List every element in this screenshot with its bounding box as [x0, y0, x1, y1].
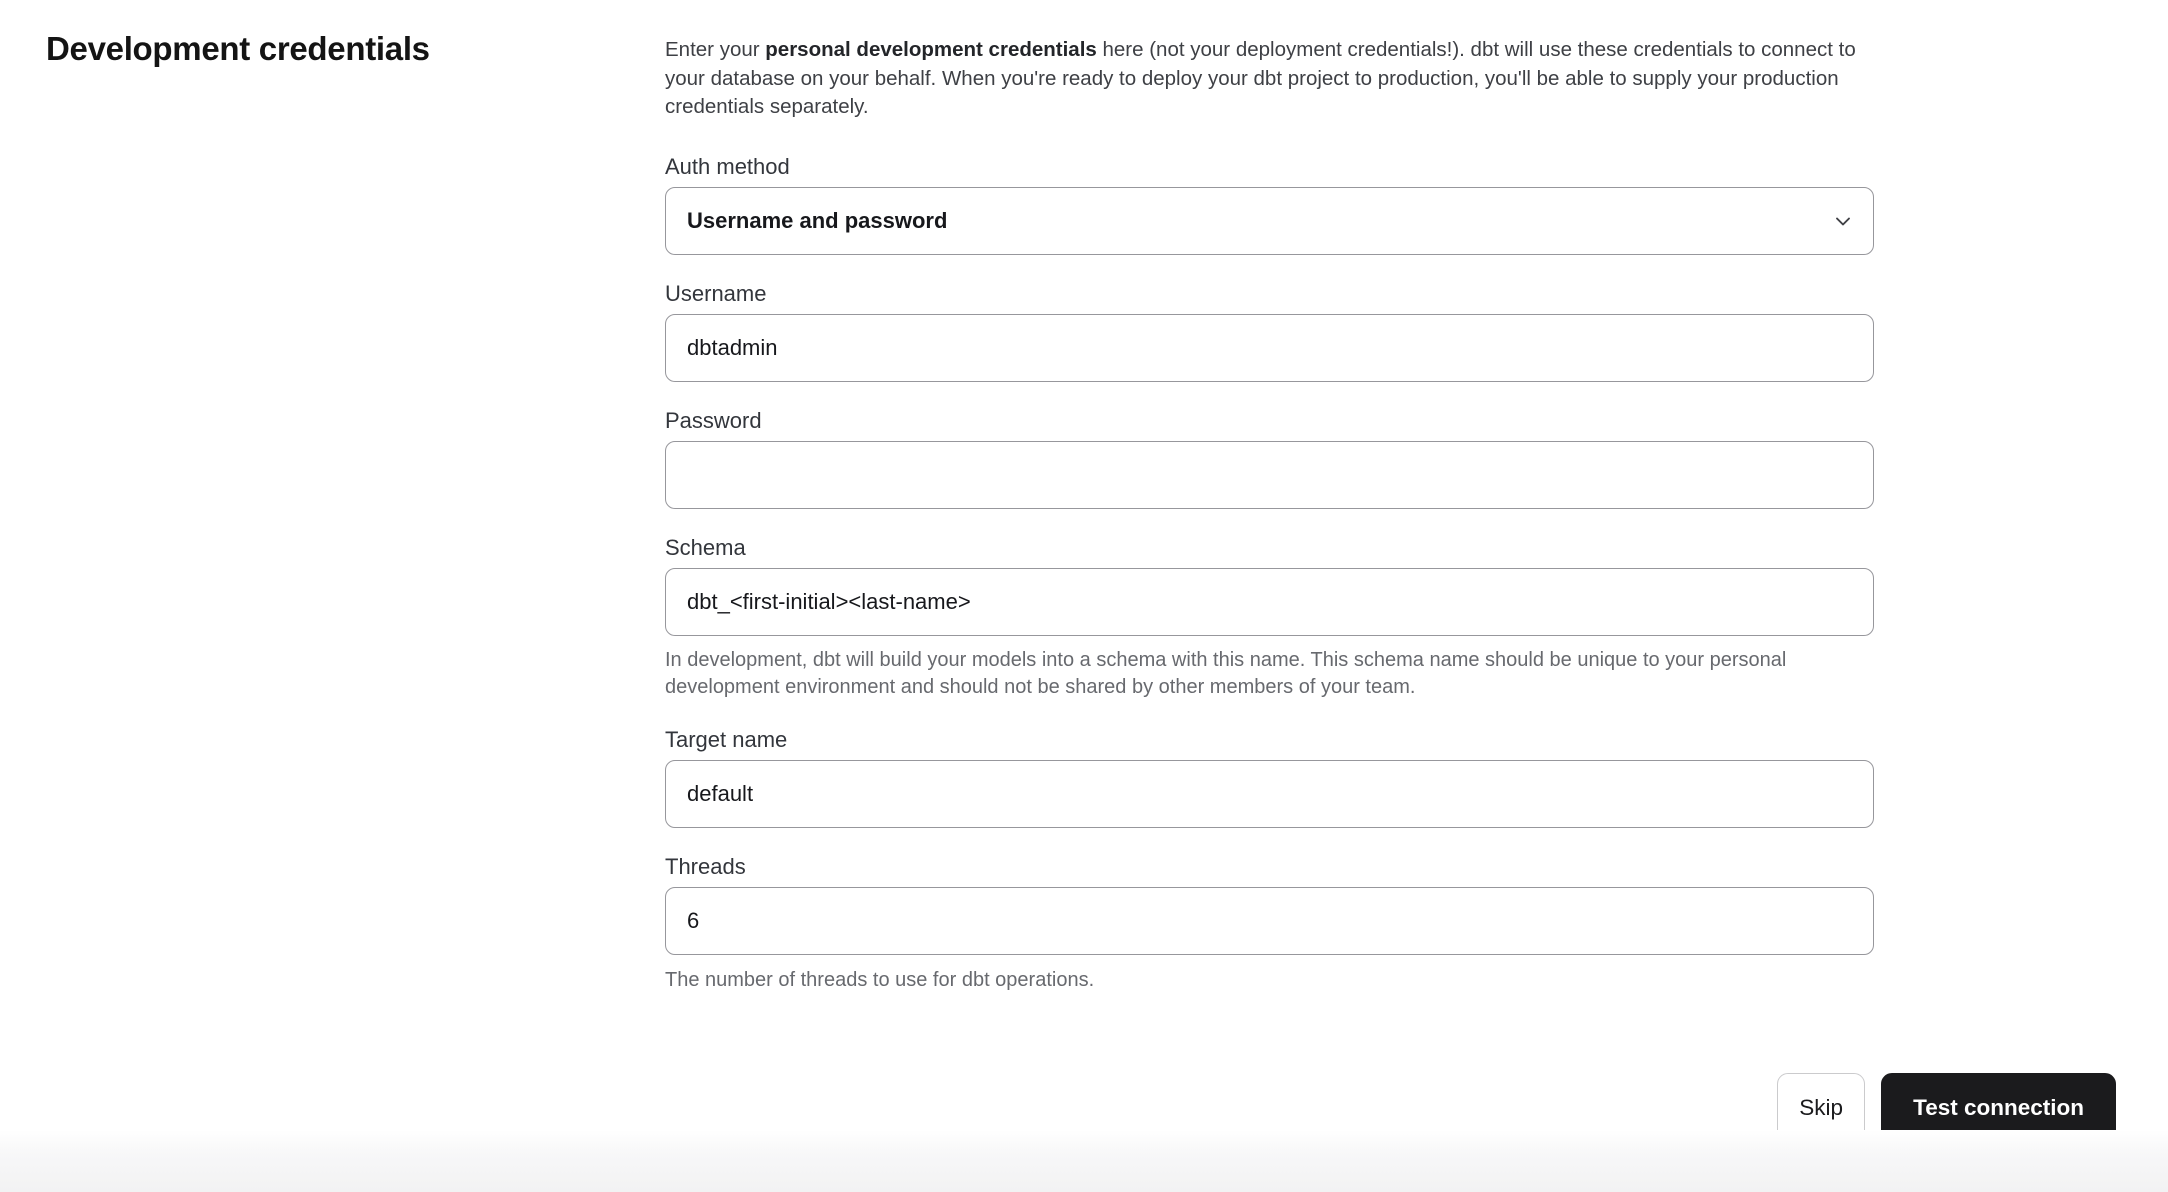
skip-button[interactable]: Skip [1777, 1073, 1865, 1143]
credentials-form [665, 36, 1874, 994]
schema-input[interactable] [665, 568, 1874, 636]
auth-method-selected-value: Username and password [687, 207, 948, 233]
password-input[interactable] [665, 441, 1874, 509]
target-name-label: Target name [665, 726, 788, 752]
threads-help-text: The number of threads to use for dbt operations. [665, 968, 1095, 991]
description-bold: personal development credentials [765, 38, 1097, 61]
schema-help-text: In development, dbt will build your models into a schema with this name. This schema name should be unique to your personal development environment and should not be shared by other members of your team. [665, 648, 1787, 698]
threads-input[interactable] [665, 887, 1874, 955]
auth-method-select[interactable] [665, 187, 1874, 255]
schema-label: Schema [665, 534, 746, 560]
target-name-input[interactable] [665, 760, 1874, 828]
description-text [665, 36, 1874, 122]
description-pre: Enter your [665, 38, 766, 61]
chevron-down-icon [1831, 209, 1855, 233]
auth-method-label: Auth method [665, 153, 790, 179]
description-post: here (not your deployment credentials!). dbt will use these credentials to connect to your database on your behalf. When you're ready to deploy your dbt project to production, you'll be able to supply your production credentials separately. [665, 38, 1856, 118]
page-title: Development credentials [46, 30, 430, 67]
password-label: Password [665, 407, 762, 433]
threads-label: Threads [665, 853, 746, 879]
footer-actions [1777, 1073, 2116, 1143]
test-connection-button[interactable]: Test connection [1881, 1073, 2116, 1143]
username-input[interactable] [665, 314, 1874, 382]
username-label: Username [665, 280, 767, 306]
